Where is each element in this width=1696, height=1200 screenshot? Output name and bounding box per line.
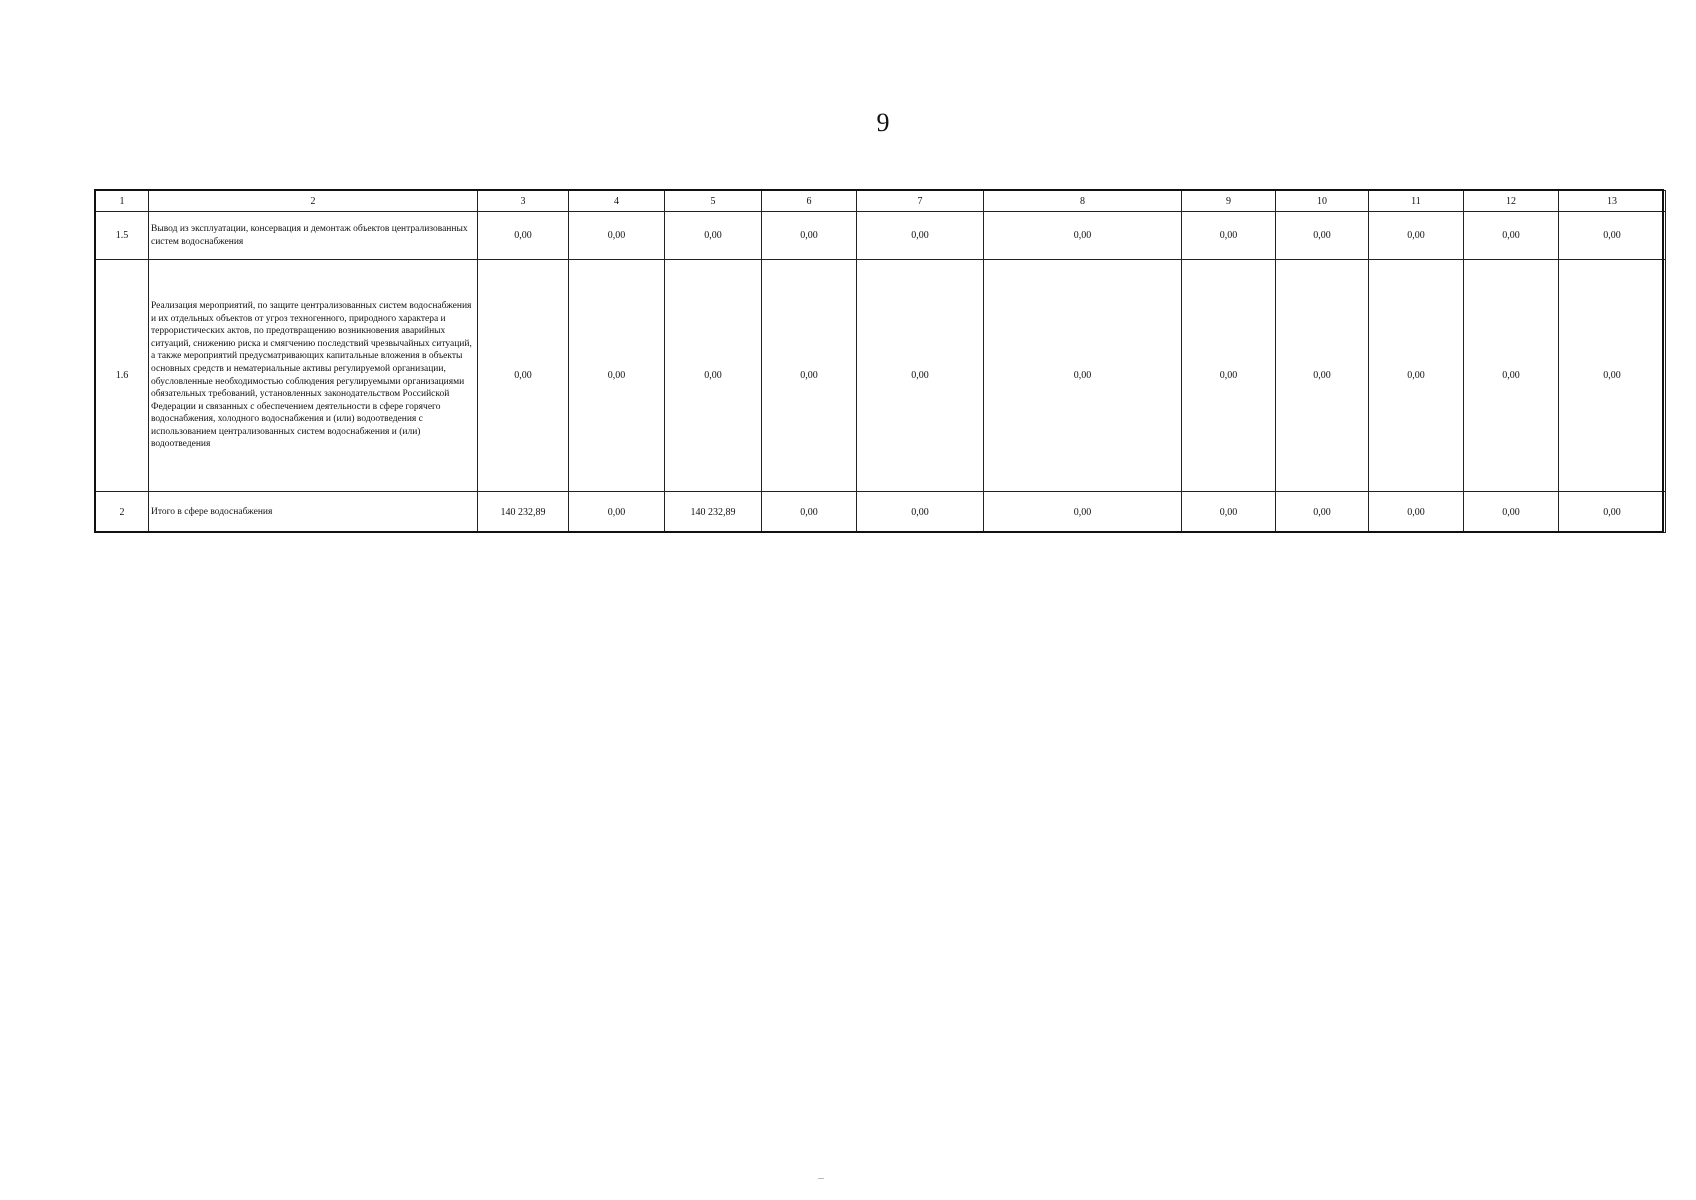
cell-value: 140 232,89 (478, 492, 569, 533)
column-header: 2 (149, 191, 478, 212)
cell-value: 0,00 (665, 260, 762, 492)
column-header: 13 (1559, 191, 1666, 212)
cell-value: 0,00 (1276, 492, 1369, 533)
cell-value: 0,00 (478, 260, 569, 492)
cell-value: 0,00 (1464, 492, 1559, 533)
table-row (96, 260, 1666, 492)
cell-value: 0,00 (569, 260, 665, 492)
column-header: 4 (569, 191, 665, 212)
cell-value: 0,00 (1369, 492, 1464, 533)
cell-value: 0,00 (762, 260, 857, 492)
cell-value: 0,00 (1369, 212, 1464, 260)
cell-value: 0,00 (1276, 212, 1369, 260)
column-header: 1 (96, 191, 149, 212)
cell-value: 0,00 (857, 492, 984, 533)
cell-value: 0,00 (1559, 492, 1666, 533)
column-header: 7 (857, 191, 984, 212)
cell-value: 0,00 (1559, 212, 1666, 260)
investment-table (95, 190, 1666, 533)
row-id: 1.5 (96, 212, 149, 260)
cell-value: 0,00 (665, 212, 762, 260)
cell-value: 0,00 (1182, 212, 1276, 260)
header-row (96, 191, 1666, 212)
row-description: Реализация мероприятий, по защите централизованных систем водоснабжения и их отдельных объектов от угроз техногенного, природного характера и террористических актов, по предотвращению возникновения аварийных ситуаций, снижению риска и смягчению последствий чрезвычайных ситуаций, а также мероприятий предусматривающих капитальные вложения в объекты основных средств и нематериальные активы регулируемой организации, обусловленные необходимостью соблюдения регулируемыми организациями обязательных требований, установленных законодательством Российской Федерации и связанных с обеспечением деятельности в сфере горячего водоснабжения, холодного водоснабжения и (или) водоотведения с использованием централизованных систем водоснабжения и (или) водоотведения (149, 260, 478, 492)
cell-value: 0,00 (1182, 492, 1276, 533)
row-id: 1.6 (96, 260, 149, 492)
cell-value: 0,00 (1369, 260, 1464, 492)
cell-value: 0,00 (1182, 260, 1276, 492)
row-id: 2 (96, 492, 149, 533)
cell-value: 0,00 (569, 212, 665, 260)
row-description: Вывод из эксплуатации, консервация и демонтаж объектов централизованных систем водоснабжения (149, 212, 478, 260)
cell-value: 0,00 (857, 260, 984, 492)
row-description: Итого в сфере водоснабжения (149, 492, 478, 533)
page-number: 9 (876, 108, 890, 137)
column-header: 6 (762, 191, 857, 212)
column-header: 10 (1276, 191, 1369, 212)
cell-value: 0,00 (984, 212, 1182, 260)
table-row (96, 492, 1666, 533)
cell-value: 0,00 (762, 492, 857, 533)
cell-value: 0,00 (857, 212, 984, 260)
cell-value: 140 232,89 (665, 492, 762, 533)
column-header: 8 (984, 191, 1182, 212)
column-header: 12 (1464, 191, 1559, 212)
cell-value: 0,00 (984, 492, 1182, 533)
column-header: 5 (665, 191, 762, 212)
column-header: 9 (1182, 191, 1276, 212)
cell-value: 0,00 (569, 492, 665, 533)
cell-value: 0,00 (984, 260, 1182, 492)
cell-value: 0,00 (1464, 212, 1559, 260)
cell-value: 0,00 (1276, 260, 1369, 492)
cell-value: 0,00 (478, 212, 569, 260)
scan-artifact (818, 1178, 824, 1179)
table-row (96, 212, 1666, 260)
column-header: 11 (1369, 191, 1464, 212)
cell-value: 0,00 (1559, 260, 1666, 492)
cell-value: 0,00 (762, 212, 857, 260)
column-header: 3 (478, 191, 569, 212)
cell-value: 0,00 (1464, 260, 1559, 492)
